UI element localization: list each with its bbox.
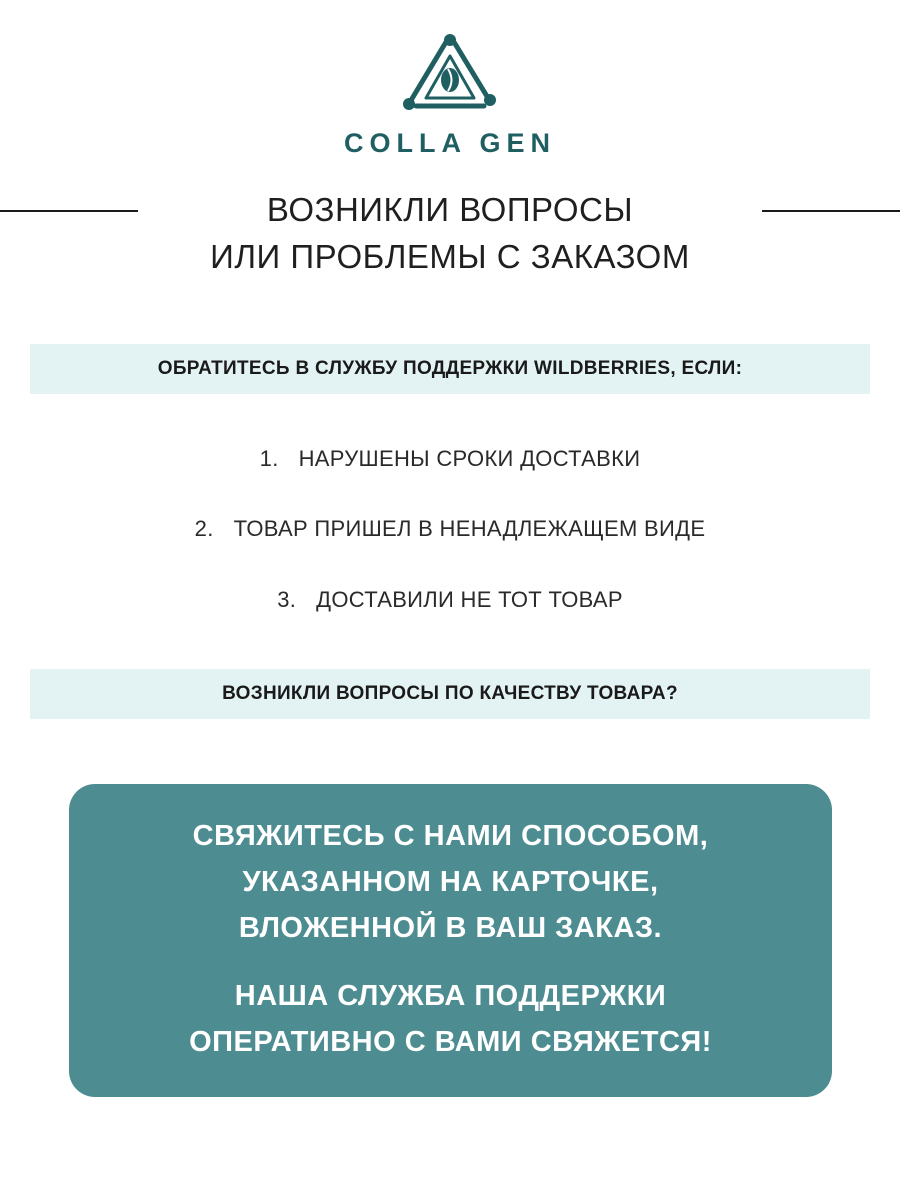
support-title: ОБРАТИТЕСЬ В СЛУЖБУ ПОДДЕРЖКИ WILDBERRIES, ЕСЛИ: xyxy=(157,358,743,379)
list-item xyxy=(0,587,900,613)
list-item-text: НАРУШЕНЫ СРОКИ ДОСТАВКИ xyxy=(298,446,641,471)
contact-line: СВЯЖИТЕСЬ С НАМИ СПОСОБОМ, xyxy=(192,820,709,852)
quality-title: ВОЗНИКЛИ ВОПРОСЫ ПО КАЧЕСТВУ ТОВАРА? xyxy=(222,683,678,704)
headline-line-1: ВОЗНИКЛИ ВОПРОСЫ xyxy=(266,191,634,228)
triangle-bean-logo-icon xyxy=(400,32,500,118)
list-item xyxy=(0,516,900,542)
quality-title-band xyxy=(30,669,870,719)
support-title-band xyxy=(30,344,870,394)
contact-line: ВЛОЖЕННОЙ В ВАШ ЗАКАЗ. xyxy=(238,912,663,944)
contact-line: ОПЕРАТИВНО С ВАМИ СВЯЖЕТСЯ! xyxy=(189,1026,712,1058)
contact-line: НАША СЛУЖБА ПОДДЕРЖКИ xyxy=(234,980,667,1012)
list-item-number: 3. xyxy=(277,587,297,612)
list-item-number: 2. xyxy=(194,516,214,541)
contact-line: УКАЗАННОМ НА КАРТОЧКЕ, xyxy=(242,866,659,898)
headline-line-2: ИЛИ ПРОБЛЕМЫ С ЗАКАЗОМ xyxy=(210,238,690,275)
list-item xyxy=(0,446,900,472)
brand-name: COLLA GEN xyxy=(344,128,556,158)
list-item-number: 1. xyxy=(259,446,279,471)
brand-logo xyxy=(0,32,900,162)
contact-panel xyxy=(69,784,832,1097)
list-item-text: ДОСТАВИЛИ НЕ ТОТ ТОВАР xyxy=(316,587,623,612)
list-item-text: ТОВАР ПРИШЕЛ В НЕНАДЛЕЖАЩЕМ ВИДЕ xyxy=(233,516,706,541)
